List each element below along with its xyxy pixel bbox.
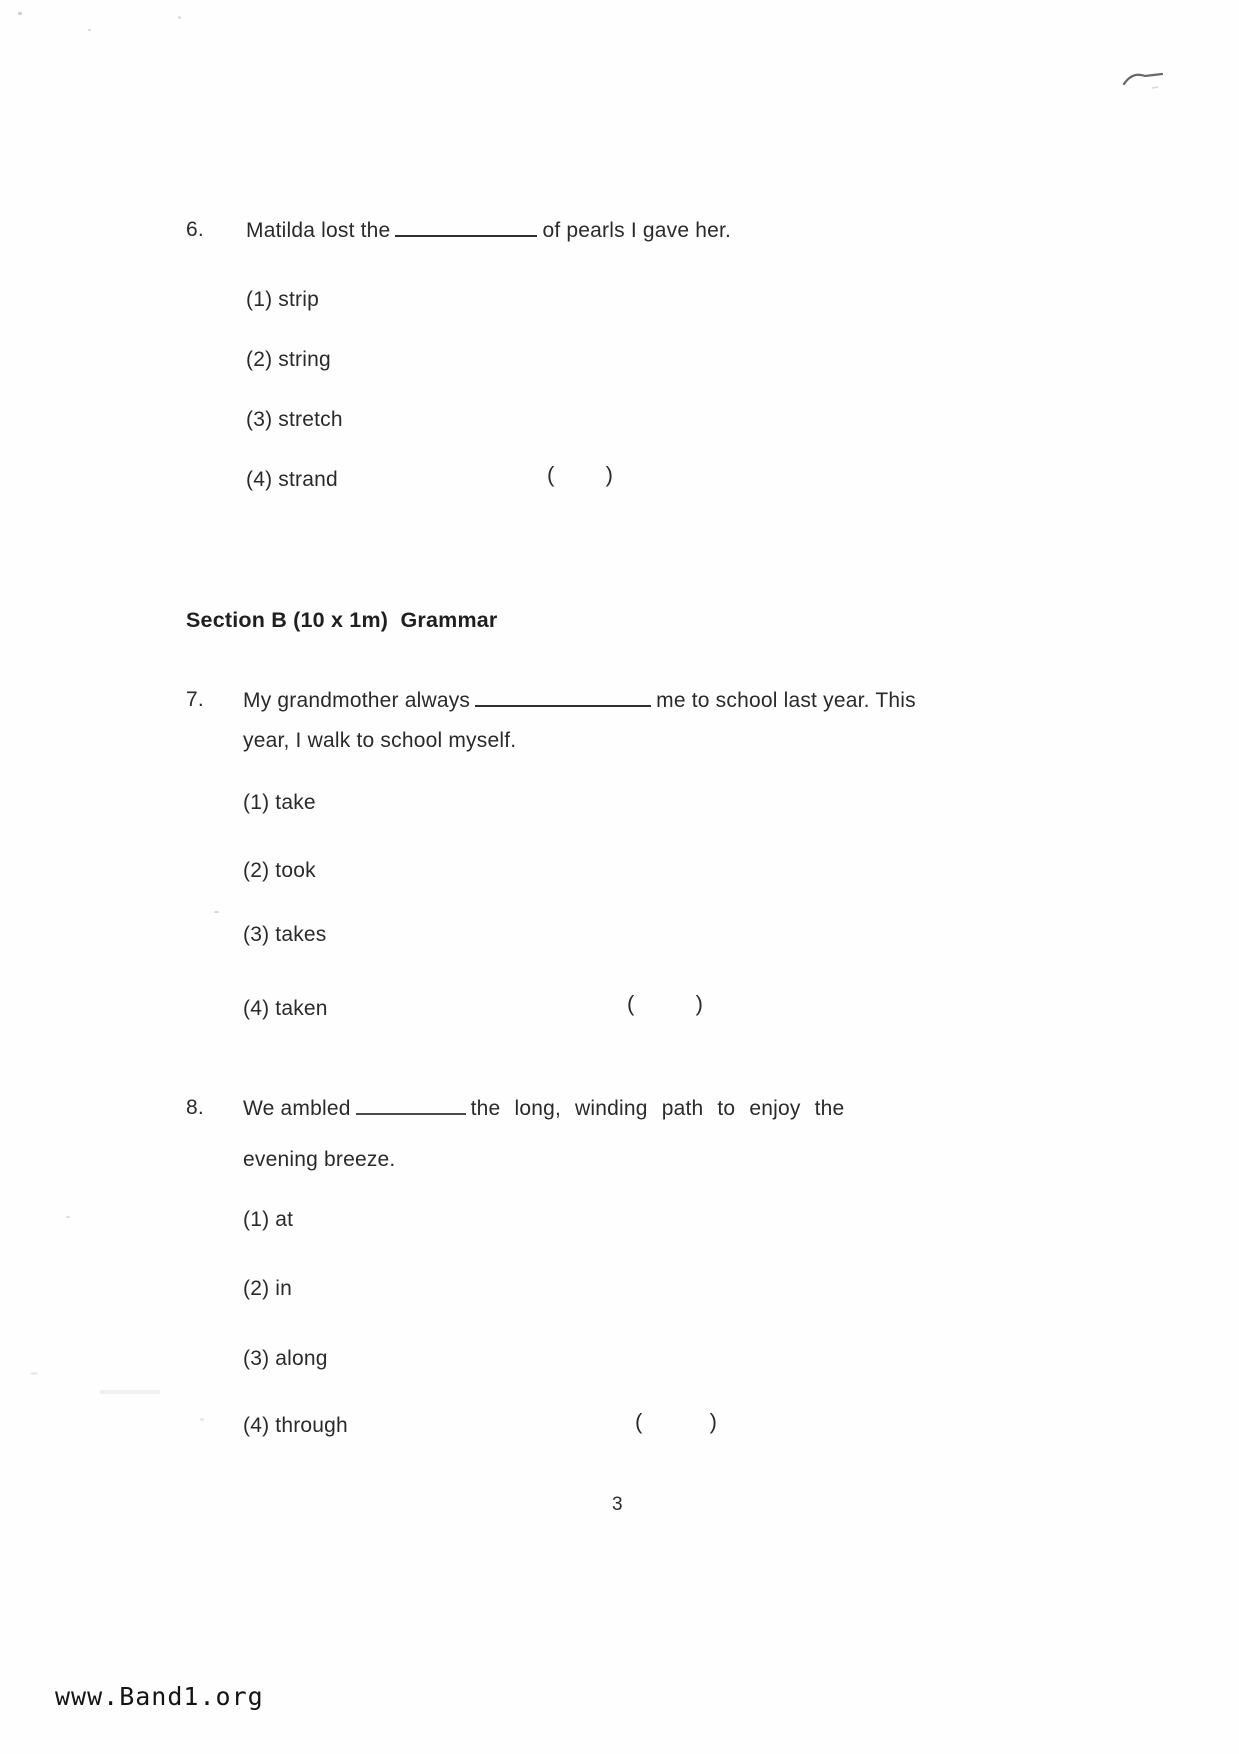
answer-bracket-open: ( [627, 991, 635, 1016]
option-item: (4) taken [243, 997, 328, 1020]
option-item: (4) through [243, 1414, 348, 1437]
question-number: 6. [186, 218, 204, 241]
option-item: (3) takes [243, 923, 327, 946]
watermark: www.Band1.org [55, 1682, 264, 1711]
option-item: (2) string [246, 348, 331, 371]
option-item: (2) in [243, 1277, 293, 1300]
option-item: (3) stretch [246, 408, 343, 431]
options-list [243, 1208, 348, 1438]
question-text-line2: evening breeze. [243, 1148, 396, 1171]
option-item: (1) strip [246, 288, 319, 311]
section-header: Section B (10 x 1m) Grammar [186, 608, 498, 632]
scan-speck [100, 1390, 160, 1394]
option-item: (2) took [243, 859, 316, 882]
answer-bracket [627, 991, 703, 1017]
question-text-after: of pearls I gave her. [542, 219, 732, 242]
answer-bracket [547, 462, 613, 488]
scan-speck [66, 1216, 70, 1218]
question-text-before: Matilda lost the [246, 219, 391, 242]
option-item: (3) along [243, 1347, 328, 1370]
answer-bracket-close: ) [695, 991, 703, 1016]
question-text [243, 688, 916, 713]
question-number: 7. [186, 688, 204, 711]
options-list [246, 288, 343, 492]
page-number: 3 [612, 1494, 623, 1515]
option-item: (4) strand [246, 468, 338, 491]
scan-speck [88, 29, 91, 31]
answer-bracket [635, 1409, 717, 1435]
blank-line [475, 688, 651, 707]
blank-line [395, 218, 537, 237]
scan-speck [214, 911, 219, 913]
question-number: 8. [186, 1096, 204, 1119]
option-item: (1) take [243, 791, 316, 814]
answer-bracket-open: ( [635, 1409, 643, 1434]
question-text-after: me to school last year. This [656, 689, 916, 712]
question-text-before: We ambled [243, 1097, 351, 1120]
scan-speck [18, 12, 22, 15]
answer-bracket-close: ) [709, 1409, 717, 1434]
question-text-before: My grandmother always [243, 689, 471, 712]
question-text [246, 218, 731, 243]
question-text-after: the long, winding path to enjoy the [470, 1097, 845, 1120]
scan-speck [200, 1418, 204, 1421]
blank-line [356, 1096, 466, 1115]
scan-speck [178, 16, 181, 19]
options-list [243, 791, 328, 1021]
scan-speck [30, 1372, 38, 1375]
question-text [243, 1096, 844, 1121]
answer-bracket-close: ) [605, 462, 613, 487]
question-text-line2: year, I walk to school myself. [243, 729, 517, 752]
option-item: (1) at [243, 1208, 294, 1231]
answer-bracket-open: ( [547, 462, 555, 487]
pen-mark-icon [1122, 68, 1166, 92]
